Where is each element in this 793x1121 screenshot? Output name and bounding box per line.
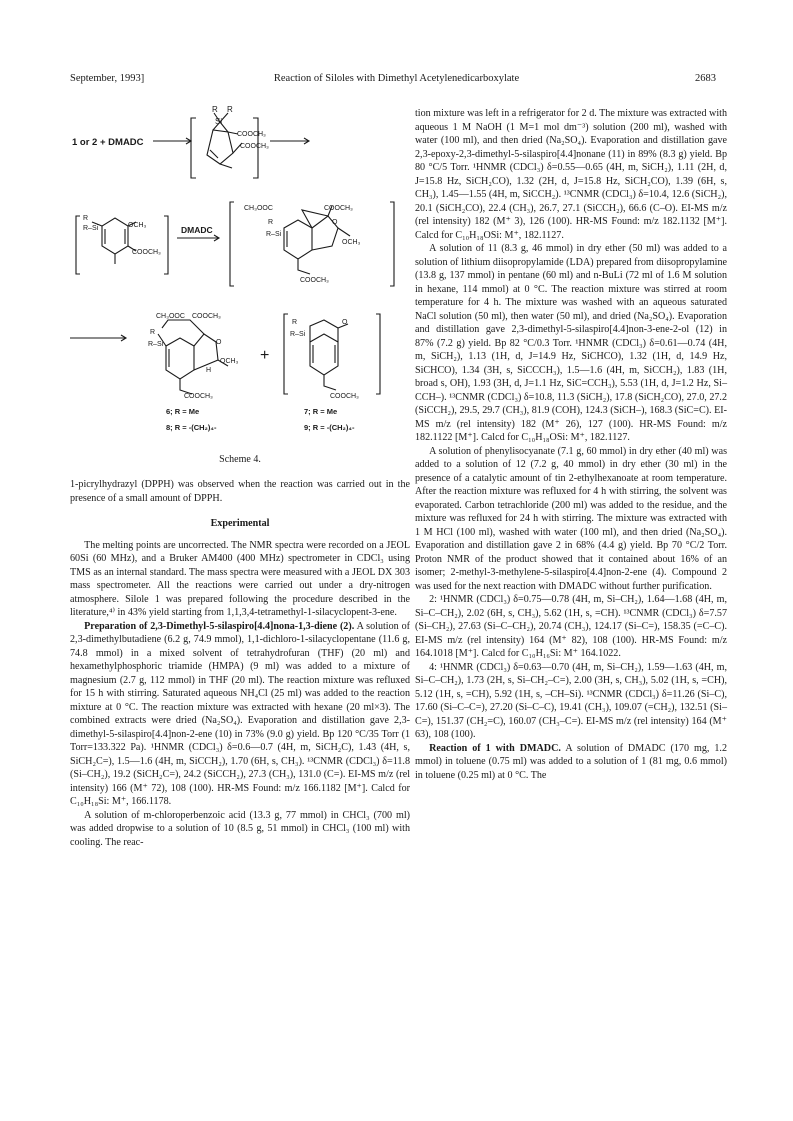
svg-text:COOCH₃: COOCH₃ — [184, 393, 213, 400]
run-in-title: Reaction of 1 with DMADC. — [429, 742, 561, 754]
svg-text:R–Si: R–Si — [83, 225, 99, 232]
svg-text:R–Si: R–Si — [266, 231, 282, 238]
paragraph: The melting points are uncorrected. The NMR spectra were recorded on a JEOL 60Si (60 MHz), and a Bruker AM400 (400 MHz) spectrometer in CDCl₃ using TMS as an internal standard. The mass spectra were measured with a JEOL DX 303 mass spectrometer. All the reactions were carried out under a dry-nitrogen atmosphere. Silole 1 was prepared following the procedure described in the literature,⁴⁾ in 43% yield starting from 1,1,3,4-tetramethyl-1-silacyclopent-3-ene. — [70, 539, 410, 618]
svg-text:R: R — [83, 215, 89, 222]
scheme-caption: Scheme 4. — [219, 454, 261, 465]
section-heading-experimental: Experimental — [210, 518, 270, 529]
svg-text:COOCH₃: COOCH₃ — [132, 249, 161, 256]
plus-sign: + — [260, 347, 270, 364]
svg-text:OCH₃: OCH₃ — [128, 222, 147, 229]
svg-text:H: H — [206, 367, 212, 374]
paragraph-preparation: Preparation of 2,3-Dimethyl-5-silaspiro[4.4]nona-1,3-diene (2). A solution of 2,3-dimethylbutadiene (6.2 g, 74.9 mmol), 1,1-dichloro-1-silacyclopentane (11.6 g, 74.8 mmol) in a mixed solvent of tetrahydrofuran (THF) (20 ml) and hexamethylphosphoric triamide (HMPA) (9 ml) was added to a mixture of magnesium (2.7 g, 112 mmol) in THF (20 ml). The reaction mixture was refluxed for 15 h with stirring. Saturated aqueous NH₄Cl (25 ml) was added to the reaction mixture at 0 °C. The reaction mixture was extracted with hexane (20 ml×3). The combined extracts were dried (Na₂SO₄). Evaporation and distillation gave 2,3-dimethyl-5-silaspiro[4.4]non-2-ene (10) in 73% (9.0 g) yield. Bp 120 °C/35 Torr (1 Torr=133.322 Pa). ¹HNMR (CDCl₃) δ=0.6—0.7 (4H, m, SiCH₂C), 1.43 (4H, s, SiCH₂C=), 1.5—1.6 (4H, m, SiCCH₂), 1.70 (6H, s, CH₃). ¹³CNMR (CDCl₃) δ=11.8 (Si–CH₂), 19.2 (SiCH₂C=), 24.2 (SiCCH₂), 27.3 (CH₃), 131.0 (C=). EI-MS m/z (rel intensity) 166 (M⁺ 72), 108 (100). HR-MS Found: m/z 166.1182 [M⁺]. Calcd for C₁₀H₁₈Si: M⁺, 166.1178. — [70, 620, 410, 807]
paragraph: A solution of 11 (8.3 g, 46 mmol) in dry ether (50 ml) was added to a solution of lithium diisopropylamide (LDA) prepared from diisopropylamine (13.8 g, 137 mmol) in pentane (60 ml) and n-BuLi (72 ml of 1.6 M solution in hexane, 114 mmol) at 0 °C. The reaction mixture was stirred at room temperature for 4 h. The mixture was washed with an aqueous saturated NaCl solution (50 ml), then water (50 ml), and dried (Na₂SO₄). Evaporation and distillation gave 2,3-dimethyl-5-silaspiro[4.4]non-3-ene-2-ol (12) in 87% (7.2 g) yield. Bp 82 °C/0.3 Torr. ¹HNMR (CDCl₃) δ=0.61—0.74 (4H, m, SiCH₂), 1.13 (1H, d, J=14.9 Hz, SiCHCO), 1.32 (1H, d, 14.9 Hz, SiCHCO), 1.34 (3H, s, SiCCCH₃), 1.5—1.6 (4H, m, SiCCH₂), 1.83 (1H, broad s, OH), 1.93 (3H, d, J=1.1 Hz, SiC=CCH₃), 5.53 (1H, d, J=1.2 Hz, Si–CCH–). ¹³CNMR (CDCl₃) δ=10.8, 11.3 (SiCH₂), 17.8 (SiCH₂CO), 27.0, 27.2 (SiCCH₂), 29.5, 29.7 (CH₃), 81.9 (COH), 124.3 (SiCH–), 168.3 (SiC=C). EI-MS m/z (rel intensity) 182 (M⁺ 26), 127 (100). HR-MS Found: m/z 182.1122 [M⁺]. Calcd for C₁₀H₁₈OSi: M⁺, 182.1127. — [415, 243, 727, 443]
paragraph: 1-picrylhydrazyl (DPPH) was observed when the reaction was carried out in the presence of a small amount of DPPH. — [70, 479, 410, 504]
header-date: September, 1993] — [70, 73, 145, 84]
left-column — [70, 478, 410, 849]
svg-text:COOCH₃: COOCH₃ — [240, 143, 269, 150]
bracket-left — [191, 118, 196, 178]
svg-text:R–Si: R–Si — [290, 331, 306, 338]
scheme-drawing — [70, 98, 410, 470]
svg-text:R: R — [212, 105, 218, 114]
svg-text:CH₃OOC: CH₃OOC — [244, 205, 273, 212]
svg-text:COOCH₃: COOCH₃ — [330, 393, 359, 400]
run-in-title: Preparation of 2,3-Dimethyl-5-silaspiro[4.4]nona-1,3-diene (2). — [84, 620, 355, 632]
svg-text:O: O — [216, 339, 222, 346]
svg-text:OCH₃: OCH₃ — [220, 358, 239, 365]
label-8: 8; R = -(CH₂)₄- — [166, 423, 217, 432]
paragraph: A solution of phenylisocyanate (7.1 g, 60 mmol) in dry ether (40 ml) was added to a solution of 12 (7.2 g, 40 mmol) in dry ether (30 ml) in the presence of a catalytic amount of tin 2-ethylhexanoate at room temperature. After the reaction mixture was refluxed for 4 h with stirring, the solvent was evaporated. Carbon tetrachloride (200 ml) was added to the residue, and the mixture was refluxed for 24 h with stirring. The mixture was extracted with 1 M HCl (100 ml), washed with water (100 ml), and then dried (Na₂SO₄). Evaporation and distillation gave 2 in 68% (4.4 g) yield. Bp 70 °C/2 Torr. Proton NMR of the product showed that it contained about 16% of an isomer; 2-methyl-3-methylene-5-silaspiro[4.4]non-2-ene (4). Compound 2 was used for the next reaction with DMADC without further purification. — [415, 445, 727, 592]
paragraph: 2: ¹HNMR (CDCl₃) δ=0.75—0.78 (4H, m, Si–CH₂), 1.64—1.68 (4H, m, Si–C–CH₂), 2.02 (6H, s, CH₃), 5.62 (1H, s, =CH). ¹³CNMR (CDCl₃) δ=7.57 (Si–CH₂), 27.63 (Si–C–CH₂), 20.74 (CH₃), 124.17 (Si–C=), 158.35 (=C–C). EI-MS m/z (rel intensity) 164 (M⁺ 82), 108 (100). HR-MS Found: m/z 164.1018 [M⁺]. Calcd for C₁₀H₁₆Si: M⁺ 164.1022. — [415, 594, 727, 659]
header-title: Reaction of Siloles with Dimethyl Acetylenedicarboxylate — [273, 73, 520, 84]
svg-text:O: O — [332, 219, 338, 226]
svg-text:Si: Si — [215, 117, 223, 126]
paragraph-reaction: Reaction of 1 with DMADC. A solution of DMADC (170 mg, 1.2 mmol) in toluene (0.75 ml) was added to a solution of 1 (81 mg, 0.6 mmol) in toluene (0.25 ml) at 0 °C. The — [415, 742, 727, 781]
svg-text:R–Si: R–Si — [148, 341, 164, 348]
svg-text:R: R — [227, 105, 233, 114]
svg-text:COOCH₃: COOCH₃ — [192, 313, 221, 320]
scheme-reactants: 1 or 2 + DMADC — [72, 137, 144, 148]
svg-text:CH₃OOC: CH₃OOC — [156, 313, 185, 320]
label-9: 9; R = -(CH₂)₄- — [304, 423, 355, 432]
label-6: 6; R = Me — [166, 407, 200, 416]
reaction-scheme — [70, 98, 410, 470]
svg-text:R: R — [292, 319, 298, 326]
paragraph: tion mixture was left in a refrigerator for 2 d. The mixture was extracted with aqueous 1 M NaOH (1 M=1 mol dm⁻³) solution (200 ml), washed with water (100 ml), and then dried (Na₂SO₄). Evaporation and distillation gave 2,3-epoxy-2,3-dimethyl-5-silaspiro[4.4]nonane (11) in 89% (8.3 g) yield. Bp 80 °C/5 Torr. ¹HNMR (CDCl₃) δ=0.55—0.65 (4H, m, SiCH₂), 1.11 (2H, d, J=15.8 Hz, SiCH₂CO), 1.32 (2H, d, J=15.8 Hz, SiCH₂CO), 1.39 (6H, s, CH₃), 1.45—1.55 (4H, m, SiCCH₂). ¹³CNMR (CDCl₃) δ=10.4, 12.6 (SiCH₂), 20.1 (SiCH₂CO), 22.4 (CH₃), 26.7, 27.1 (SiCCH₂), 66.6 (C–O). EI-MS m/z (rel intensity) 182 (M⁺ 3), 126 (100). HR-MS Found: m/z 182.1132 [M⁺]. Calcd for C₁₀H₁₈OSi: M⁺, 182.1127. — [415, 108, 727, 241]
paragraph: 4: ¹HNMR (CDCl₃) δ=0.63—0.70 (4H, m, Si–CH₂), 1.59—1.63 (4H, m, Si–C–CH₂), 1.73 (2H, s, Si–CH₂–C=), 2.00 (3H, s, CH₃), 5.02 (1H, s, =CH), 5.12 (1H, s, =CH), 5.92 (1H, s, –CH–Si). ¹³CNMR (CDCl₃) δ=11.26 (Si–C), 17.60 (Si–C–C=), 27.20 (Si–C–C), 19.41 (CH₃), 109.07 (=CH₂), 132.51 (Si–C=), 151.37 (CH₂=C), 160.07 (CH₃–C=). EI-MS m/z (rel intensity) 164 (M⁺ 63), 108 (100). — [415, 661, 727, 740]
svg-text:DMADC: DMADC — [181, 225, 213, 235]
svg-text:R: R — [268, 219, 274, 226]
svg-text:OCH₃: OCH₃ — [342, 239, 361, 246]
label-7: 7; R = Me — [304, 407, 338, 416]
svg-text:R: R — [150, 329, 156, 336]
svg-text:COOCH₃: COOCH₃ — [300, 277, 329, 284]
paragraph: A solution of m-chloroperbenzoic acid (13.3 g, 77 mmol) in CHCl₃ (700 ml) was added dropwise to a solution of 10 (8.5 g, 51 mmol) in CHCl₃ (100 ml) with cooling. The reac- — [70, 809, 410, 848]
svg-text:O: O — [342, 319, 348, 326]
svg-text:COOCH₃: COOCH₃ — [324, 205, 353, 212]
page-number: 2683 — [695, 73, 716, 84]
running-header — [0, 73, 793, 89]
right-column — [415, 107, 727, 782]
svg-text:COOCH₃: COOCH₃ — [237, 131, 266, 138]
